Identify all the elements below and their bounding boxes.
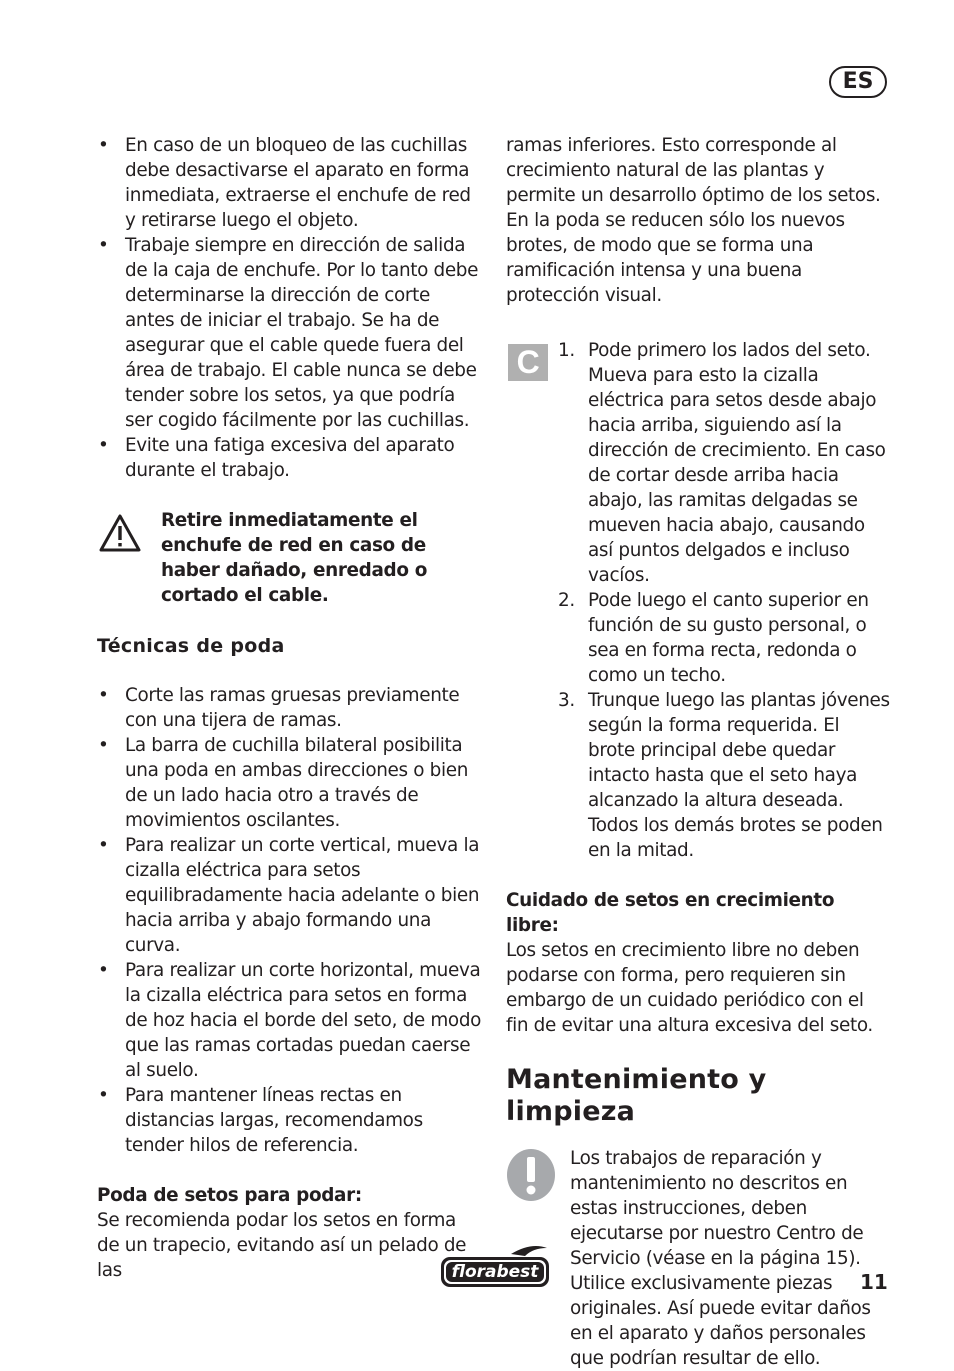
warning-notice — [97, 508, 482, 608]
logo-text: florabest — [451, 1262, 539, 1282]
list-item — [558, 588, 891, 688]
warning-text: Retire inmediatamente el enchufe de red en caso de haber dañado, enredado o cortado el cable. — [161, 510, 427, 606]
list-item: • La barra de cuchilla bilateral posibilita una poda en ambas direcciones o bien de un lado hacia otro a través de movimientos oscilantes. — [97, 733, 482, 833]
list-item: • Para realizar un corte horizontal, mueva la cizalla eléctrica para setos en forma de hoz hacia el borde del seto, de modo que las ramas cortadas puedan caerse al suelo. — [97, 958, 482, 1083]
list-item: • Para realizar un corte vertical, mueva la cizalla eléctrica para setos equilibradamente hacia adelante o bien hacia arriba y abajo formando una curva. — [97, 833, 482, 958]
section-heading-techniques: Técnicas de poda — [97, 635, 285, 657]
technique-bullet-list — [97, 683, 482, 1158]
page-number: 11 — [860, 1270, 888, 1294]
list-item — [558, 688, 891, 863]
poda-text: Se recomienda podar los setos en forma de un trapecio, evitando así un pelado de las — [97, 1210, 467, 1281]
florabest-logo — [439, 1244, 551, 1294]
list-item: • Para mantener líneas rectas en distancias largas, recomendamos tender hilos de referencia. — [97, 1083, 482, 1158]
left-column — [97, 133, 482, 1283]
list-item: • En caso de un bloqueo de las cuchillas debe desactivarse el aparato en forma inmediata, extraerse el enchufe de red y retirarse luego el objeto. — [97, 133, 482, 233]
cuidado-text: Los setos en crecimiento libre no deben podarse con forma, pero requieren sin embargo de un cuidado periódico con el fin de evitar una altura excesiva del seto. — [506, 940, 873, 1036]
step-text: Pode primero los lados del seto. Mueva para esto la cizalla eléctrica para setos desde abajo hacia arriba, siguiendo así la dirección de crecimiento. En caso de cortar desde arriba hacia abajo, las ramitas delgadas se mueven hacia abajo, causando así puntos delgados e incluso vacíos. — [588, 340, 886, 586]
list-item — [558, 338, 891, 588]
figure-c-icon: C — [508, 344, 548, 381]
list-item: • Trabaje siempre en dirección de salida de la caja de enchufe. Por lo tanto debe determinarse la dirección de corte antes de iniciar el trabajo. Se ha de asegurar que el cable quede fuera del área de trabajo. El cable nunca se debe tender sobre los setos, ya que podría ser cogido fácilmente por las cuchillas. — [97, 233, 482, 433]
cuidado-heading: Cuidado de setos en crecimiento libre: — [506, 890, 835, 936]
info-notice — [506, 1146, 891, 1371]
pruning-steps-list — [506, 338, 891, 863]
step-number: 1. — [558, 340, 575, 361]
language-badge: ES — [829, 66, 887, 98]
continued-paragraph: ramas inferiores. Esto corresponde al crecimiento natural de las plantas y permite un desarrollo óptimo de los setos. En la poda se reducen sólo los nuevos brotes, de modo que se forma una ramificación intensa y una buena protección visual. — [506, 135, 881, 306]
step-number: 2. — [558, 590, 575, 611]
poda-heading: Poda de setos para podar: — [97, 1185, 362, 1206]
safety-bullet-list — [97, 133, 482, 483]
info-text: Los trabajos de reparación y mantenimiento no descritos en estas instrucciones, deben ejecutarse por nuestro Centro de Servicio (véase en la página 15). Utilice exclusivamente piezas originales. Así puede evitar daños en el aparato y daños personales que podrían resultar de ello. — [570, 1148, 871, 1369]
section-title-maintenance: Mantenimiento y limpieza — [506, 1064, 767, 1127]
step-text: Pode luego el canto superior en función de su gusto personal, o sea en forma recta, redonda o como un techo. — [588, 590, 869, 686]
step-text: Trunque luego las plantas jóvenes según la forma requerida. El brote principal debe quedar intacto hasta que el seto haya alcanzado la altura deseada. Todos los demás brotes se poden en la mitad. — [588, 690, 890, 861]
right-column — [506, 133, 891, 1371]
warning-triangle-icon — [99, 514, 141, 552]
exclamation-icon — [506, 1148, 556, 1202]
step-number: 3. — [558, 690, 575, 711]
pruning-steps-block — [506, 338, 891, 863]
list-item: • Evite una fatiga excesiva del aparato durante el trabajo. — [97, 433, 482, 483]
list-item: • Corte las ramas gruesas previamente con una tijera de ramas. — [97, 683, 482, 733]
